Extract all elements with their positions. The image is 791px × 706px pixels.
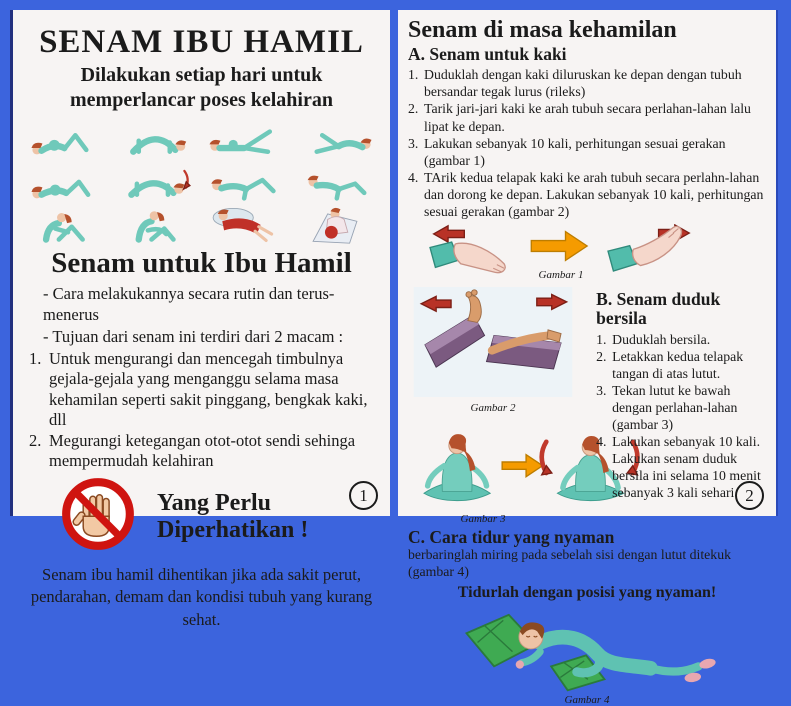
list-item-number: 1.	[29, 349, 42, 369]
list-item-number: 3.	[408, 135, 419, 151]
list-item-number: 4.	[596, 434, 607, 450]
figure-1-label: Gambar 1	[538, 269, 584, 282]
section-a-heading: A. Senam untuk kaki	[408, 44, 567, 64]
list-item-number: 2.	[29, 430, 42, 450]
intro-line-2: - Tujuan dari senam ini terdiri dari 2 macam :	[43, 326, 344, 346]
pose-red-rest-illustration	[202, 203, 291, 245]
page-number-badge: 1	[349, 481, 378, 510]
subtitle-line-1: Dilakukan setiap hari untuk	[80, 64, 323, 86]
pose-lying-illustration	[24, 160, 113, 202]
list-item-text: Untuk mengurangi dan mencegah timbulnya gejala-gejala yang menganggu selama masa kehamilan seperti sakit pinggang, bengkak kaki, dll	[49, 349, 368, 429]
section-a-list	[408, 66, 766, 220]
list-item-number: 1.	[596, 331, 607, 347]
list-item-text: TArik kedua telapak kaki ke arah tubuh secara perlahn-lahan dan dorong ke depan. Lakukan sebanyak 10 kali, perhitungan sesuai gerakan (gambar 2)	[424, 169, 764, 219]
list-item	[29, 431, 382, 471]
intro-lines	[43, 283, 382, 347]
list-item-text: Lakukan sebanyak 10 kali, perhitungan sesuai gerakan (gambar 1)	[424, 135, 726, 168]
list-item-text: Lakukan sebanyak 10 kali. Lakukan senam duduk bersila ini selama 10 menit sebanyak 3 kali sehari	[612, 434, 761, 501]
figure-4-label: Gambar 4	[564, 694, 610, 706]
pose-kneel-illustration	[291, 117, 380, 159]
intro-line-1: - Cara melakukannya secara rutin dan terus-menerus	[43, 284, 335, 325]
list-item-text: Duduklah bersila.	[612, 331, 711, 347]
figures-column	[408, 287, 594, 525]
list-item-text: Tekan lutut ke bawah dengan perlahan-lahan (gambar 3)	[612, 382, 738, 433]
pose-pillow-sit-illustration	[291, 203, 380, 245]
page-number-badge: 2	[735, 481, 764, 510]
list-item	[596, 348, 766, 382]
warning-line-2: pendarahan, demam dan kondisi tubuh yang kurang sehat.	[30, 587, 373, 629]
figure-4	[408, 602, 766, 706]
page-title: SENAM IBU HAMIL	[39, 24, 364, 60]
list-item-text: Duduklah dengan kaki diluruskan ke depan dengan tubuh bersandar tegak lurus (rileks)	[424, 67, 742, 100]
list-item-text: Letakkan kedua telapak tangan di atas lutut.	[612, 348, 744, 381]
list-item	[596, 331, 766, 348]
list-item	[596, 382, 766, 433]
figure-1	[422, 224, 766, 285]
list-item-text: Tarik jari-jari kaki ke arah tubuh secara perlahan-lahan lalu lipat ke depan.	[424, 101, 751, 134]
section-b-heading: B. Senam duduk bersila	[596, 289, 721, 329]
page-subtitle	[21, 63, 382, 113]
foot-flex-illustration	[600, 224, 700, 285]
section-heading: Senam untuk Ibu Hamil	[51, 247, 352, 279]
list-item-number: 4.	[408, 169, 419, 185]
list-item-number: 2.	[596, 348, 607, 364]
pose-knee-hug-illustration	[113, 203, 202, 245]
figure-2-label: Gambar 2	[470, 402, 516, 415]
pose-kneel-kick-illustration	[291, 160, 380, 202]
exercise-pose-grid	[24, 117, 380, 245]
figure-2	[408, 287, 578, 414]
figure-1-center	[528, 228, 594, 281]
pose-side-kick-illustration	[202, 160, 291, 202]
benefits-list	[29, 349, 382, 471]
pose-leg-raise-illustration	[202, 117, 291, 159]
figure-3-label: Gambar 3	[460, 513, 506, 526]
warning-title: Yang Perlu Diperhatikan !	[157, 489, 309, 543]
list-item	[29, 349, 382, 430]
subtitle-line-2: memperlancar poses kelahiran	[70, 89, 333, 111]
warning-row	[61, 477, 382, 556]
pose-situp-illustration	[24, 203, 113, 245]
section-c-emphasis: Tidurlah dengan posisi yang nyaman!	[457, 584, 717, 602]
list-item-number: 1.	[408, 67, 419, 83]
section-c-text: berbaringlah miring pada sebelah sisi dengan lutut ditekuk (gambar 4)	[408, 547, 731, 579]
orange-arrow-right-icon	[528, 228, 594, 269]
section-c-heading: C. Cara tidur yang nyaman	[408, 527, 615, 548]
page-1	[10, 10, 390, 629]
list-item	[408, 100, 766, 134]
pose-cat-arrow-illustration	[113, 160, 202, 202]
warning-text	[21, 564, 382, 631]
pose-lying-illustration	[24, 117, 113, 159]
middle-row	[408, 287, 766, 525]
list-item-text: Megurangi ketegangan otot-otot sendi sehinga mempermudah kelahiran	[49, 430, 356, 470]
list-item	[408, 169, 766, 220]
list-item-number: 3.	[596, 382, 607, 398]
list-item	[408, 66, 766, 100]
cross-legged-woman	[424, 434, 490, 501]
list-item-number: 2.	[408, 101, 419, 117]
list-item	[408, 135, 766, 169]
pose-cat-illustration	[113, 117, 202, 159]
page-2	[398, 10, 778, 706]
no-hand-prohibition-icon	[61, 477, 135, 556]
page-title: Senam di masa kehamilan	[408, 17, 677, 43]
section-b-list	[596, 331, 766, 502]
warning-line-1: Senam ibu hamil dihentikan jika ada sakit perut,	[42, 565, 361, 585]
foot-point-illustration	[422, 224, 522, 285]
